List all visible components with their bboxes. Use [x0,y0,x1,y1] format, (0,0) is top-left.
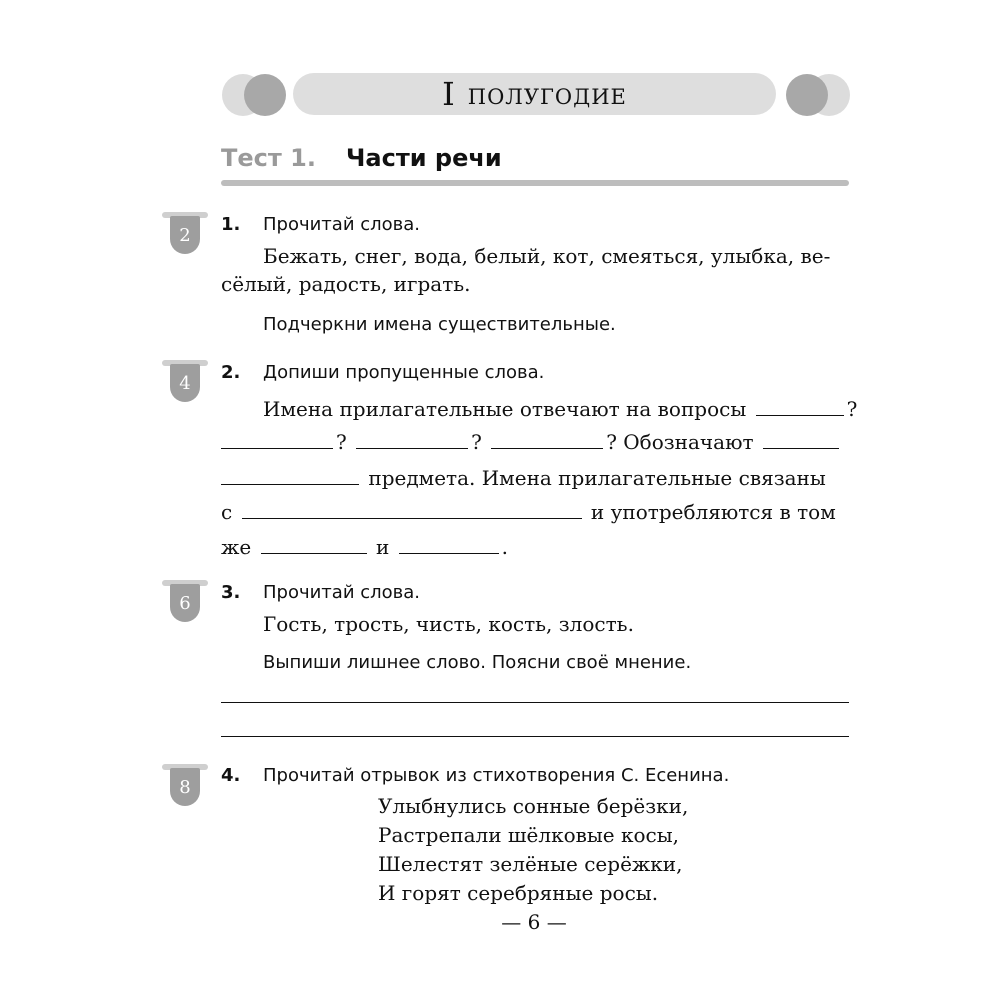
fill-line-2 [221,428,842,454]
score-badge [156,212,208,260]
answer-blank[interactable] [763,428,839,449]
task-text-line: сёлый, радость, играть. [221,272,471,296]
poem-line: И горят серебряные росы. [378,881,659,905]
fill-line-4 [221,498,836,524]
answer-blank[interactable] [242,498,582,519]
poem [378,792,688,908]
answer-line[interactable] [221,736,849,737]
score-value: 6 [170,584,200,622]
fill-text: предмета. Имена прилагательные связаны [368,466,826,490]
task-number: 3. [221,582,241,603]
answer-blank[interactable] [221,464,359,485]
task-number: 2. [221,362,241,383]
score-badge [156,360,208,408]
score-badge [156,580,208,628]
page-number: 6 [527,910,541,934]
banner-roman: I [442,75,456,113]
question-mark: ? [336,430,347,454]
task-instruction: Прочитай слова. [263,582,421,603]
score-value: 4 [170,364,200,402]
banner-title: полугодие [467,76,627,112]
fill-text: же [221,535,252,559]
task-instruction: Допиши пропущенные слова. [263,362,545,383]
fill-text: Имена прилагательные отвечают на вопросы [263,397,747,421]
task-instruction: Прочитай отрывок из стихотворения С. Есенина. [263,765,730,786]
test-title: Части речи [346,144,502,172]
fill-line-3 [221,464,826,490]
task-words: Гость, трость, чисть, кость, злость. [263,612,634,636]
score-value: 8 [170,768,200,806]
task-text-line: Бежать, снег, вода, белый, кот, смеяться, улыбка, ве- [263,244,831,268]
question-mark: ? [846,397,858,421]
answer-line[interactable] [221,702,849,703]
fill-text: . [501,535,509,559]
task-question: Выпиши лишнее слово. Поясни своё мнение. [263,652,692,673]
poem-line: Шелестят зелёные серёжки, [378,852,683,876]
answer-blank[interactable] [399,533,499,554]
page-dash-left: — [501,910,528,934]
score-badge [156,764,208,812]
answer-blank[interactable] [491,428,603,449]
task-instruction: Прочитай слова. [263,214,421,235]
fill-text: Обозначают [623,430,754,454]
poem-line: Улыбнулись сонные берёзки, [378,794,689,818]
answer-blank[interactable] [356,428,468,449]
title-rule [221,180,849,186]
banner-circle-left-dark [244,74,286,116]
task-number: 1. [221,214,241,235]
question-mark: ? [471,430,482,454]
fill-text: с [221,500,233,524]
question-mark: ? [606,430,617,454]
score-value: 2 [170,216,200,254]
task-question: Подчеркни имена существительные. [263,314,616,335]
answer-blank[interactable] [221,428,333,449]
poem-line: Растрепали шёлковые косы, [378,823,679,847]
fill-text: и [375,535,390,559]
task-number: 4. [221,765,241,786]
section-banner [293,73,776,115]
fill-line-5 [221,533,508,559]
banner-circle-right-dark [786,74,828,116]
fill-text: и употребляются в том [590,500,836,524]
answer-blank[interactable] [756,395,844,416]
answer-blank[interactable] [261,533,367,554]
test-number: Тест 1. [221,144,316,172]
page-number-block [478,910,590,934]
page-dash-right: — [540,910,567,934]
fill-line-1 [263,395,857,421]
